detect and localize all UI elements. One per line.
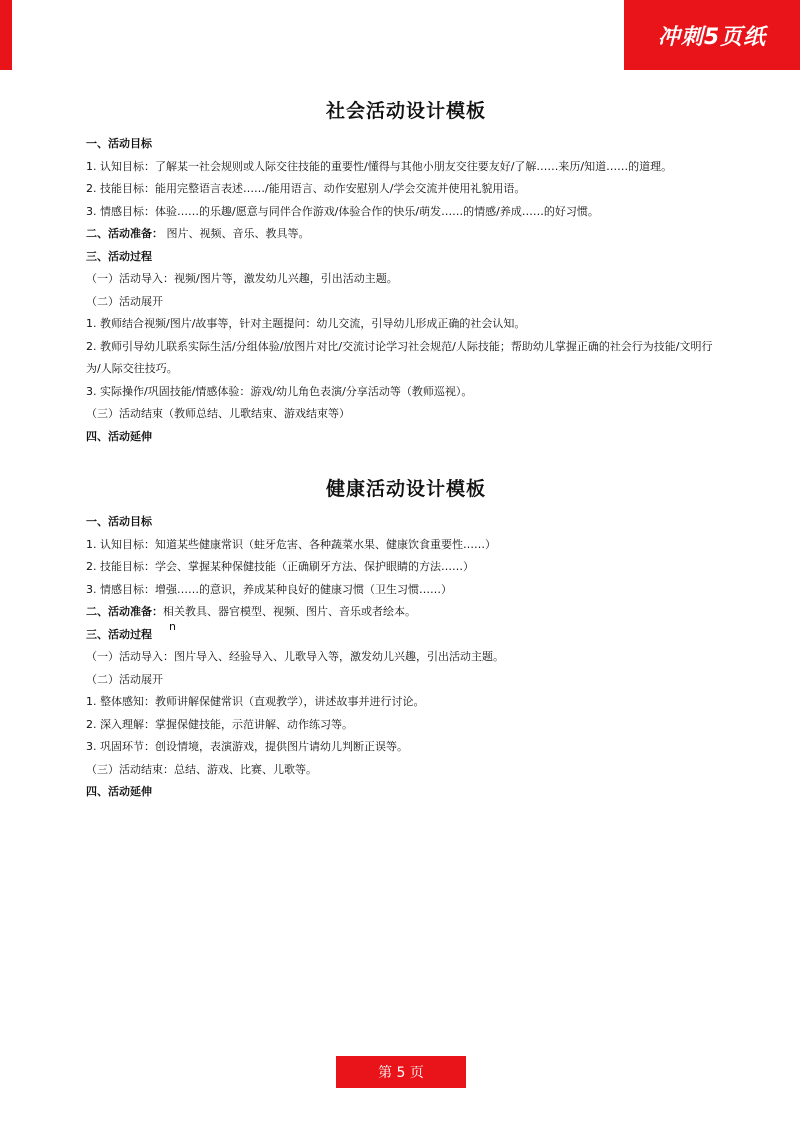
page-number: 第 5 页 bbox=[336, 1056, 466, 1088]
health-extension-heading: 四、活动延伸 bbox=[86, 785, 152, 798]
social-process-3: 1. 教师结合视频/图片/故事等，针对主题提问：幼儿交流，引导幼儿形成正确的社会认知。 bbox=[86, 317, 526, 330]
social-extension-heading: 四、活动延伸 bbox=[86, 429, 152, 443]
health-section bbox=[86, 474, 726, 804]
social-goal-2: 2. 技能目标：能用完整语言表述……/能用语言、动作安慰别人/学会交流并使用礼貌用语。 bbox=[86, 182, 526, 195]
social-goal-3: 3. 情感目标：体验……的乐趣/愿意与同伴合作游戏/体验合作的快乐/萌发……的情感/养成……的好习惯。 bbox=[86, 204, 599, 218]
social-goal-heading: 一、活动目标 bbox=[86, 137, 152, 150]
health-goal-1: 1. 认知目标：知道某些健康常识（蛀牙危害、各种蔬菜水果、健康饮食重要性……） bbox=[86, 537, 496, 551]
health-process-3: 1. 整体感知：教师讲解保健常识（直观教学），讲述故事并进行讨论。 bbox=[86, 695, 425, 708]
health-process-2: （二）活动展开 bbox=[86, 672, 163, 686]
health-goal-heading: 一、活动目标 bbox=[86, 515, 152, 528]
health-process-4: 2. 深入理解：掌握保健技能，示范讲解、动作练习等。 bbox=[86, 717, 353, 731]
health-process-5: 3. 巩固环节：创设情境，表演游戏，提供图片请幼儿判断正误等。 bbox=[86, 740, 408, 753]
stray-mark: n bbox=[169, 620, 176, 633]
left-accent-bar bbox=[0, 0, 12, 70]
social-process-5: 3. 实际操作/巩固技能/情感体验：游戏/幼儿角色表演/分享活动等（教师巡视）。 bbox=[86, 384, 473, 398]
social-process-6: （三）活动结束（教师总结、儿歌结束、游戏结束等） bbox=[86, 407, 350, 420]
social-process-heading: 三、活动过程 bbox=[86, 249, 152, 263]
social-prep bbox=[86, 223, 726, 246]
health-process-1: （一）活动导入：图片导入、经验导入、儿歌导入等，激发幼儿兴趣，引出活动主题。 bbox=[86, 650, 504, 663]
health-process-6: （三）活动结束：总结、游戏、比赛、儿歌等。 bbox=[86, 762, 317, 776]
social-goal-1: 1. 认知目标：了解某一社会规则或人际交往技能的重要性/懂得与其他小朋友交往要友好/了解……来历/知道……的道理。 bbox=[86, 159, 673, 173]
health-process-heading: 三、活动过程 bbox=[86, 627, 152, 641]
social-prep-text: 图片、视频、音乐、教具等。 bbox=[163, 227, 310, 240]
social-title: 社会活动设计模板 bbox=[325, 100, 486, 122]
health-goal-3: 3. 情感目标：增强……的意识，养成某种良好的健康习惯（卫生习惯……） bbox=[86, 582, 452, 596]
social-process-2: （二）活动展开 bbox=[86, 294, 163, 308]
health-prep bbox=[86, 601, 726, 624]
health-prep-text: 相关教具、器官模型、视频、图片、音乐或者绘本。 bbox=[163, 605, 416, 618]
health-goal-2: 2. 技能目标：学会、掌握某种保健技能（正确刷牙方法、保护眼睛的方法……） bbox=[86, 560, 474, 573]
health-title: 健康活动设计模板 bbox=[325, 478, 486, 500]
social-section bbox=[86, 96, 726, 448]
header-badge: 冲刺5页纸 bbox=[624, 0, 800, 70]
social-process-4: 2. 教师引导幼儿联系实际生活/分组体验/放图片对比/交流讨论学习社会规范/人际技能；帮助幼儿掌握正确的社会行为技能/文明行为/人际交往技巧。 bbox=[86, 339, 713, 375]
health-prep-label: 二、活动准备： bbox=[86, 605, 163, 618]
social-prep-label: 二、活动准备： bbox=[86, 227, 163, 240]
social-process-1: （一）活动导入：视频/图片等，激发幼儿兴趣，引出活动主题。 bbox=[86, 272, 398, 285]
